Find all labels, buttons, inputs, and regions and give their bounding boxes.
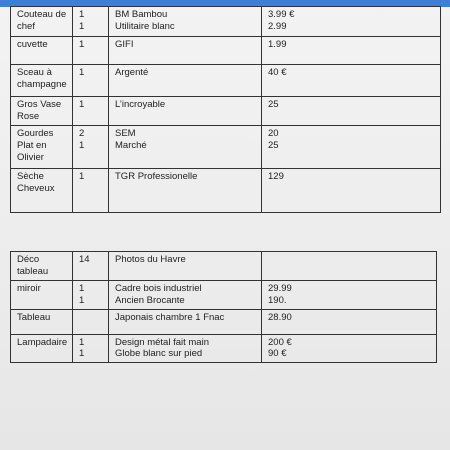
item-cell: Gourdes Plat en Olivier bbox=[11, 126, 73, 169]
item-cell: Gros Vase Rose bbox=[11, 97, 73, 126]
price-cell: 1.99 bbox=[262, 37, 441, 65]
table-row bbox=[11, 65, 441, 97]
price-cell: 29.99 190. bbox=[262, 280, 437, 309]
desc-cell: SEM Marché bbox=[109, 126, 262, 169]
desc-cell: Argenté bbox=[109, 65, 262, 97]
qty-cell: 1 1 bbox=[73, 334, 109, 363]
table-row bbox=[11, 169, 441, 213]
price-cell: 28.90 bbox=[262, 309, 437, 334]
qty-cell: 1 bbox=[73, 65, 109, 97]
table-row bbox=[11, 126, 441, 169]
qty-cell: 1 bbox=[73, 169, 109, 213]
item-cell: Déco tableau bbox=[11, 252, 73, 281]
desc-cell: GIFI bbox=[109, 37, 262, 65]
table-row bbox=[11, 309, 437, 334]
price-cell bbox=[262, 252, 437, 281]
qty-cell: 14 bbox=[73, 252, 109, 281]
price-cell: 3.99 € 2.99 bbox=[262, 7, 441, 37]
qty-cell: 1 1 bbox=[73, 7, 109, 37]
desc-cell: L’incroyable bbox=[109, 97, 262, 126]
item-cell: Tableau bbox=[11, 309, 73, 334]
desc-cell: Japonais chambre 1 Fnac bbox=[109, 309, 262, 334]
item-cell: cuvette bbox=[11, 37, 73, 65]
desc-cell: Photos du Havre bbox=[109, 252, 262, 281]
item-cell: Couteau de chef bbox=[11, 7, 73, 37]
item-cell: Sceau à champagne bbox=[11, 65, 73, 97]
qty-cell: 1 1 bbox=[73, 280, 109, 309]
table-row bbox=[11, 252, 437, 281]
table-row bbox=[11, 97, 441, 126]
desc-cell: TGR Professionelle bbox=[109, 169, 262, 213]
desc-cell: BM Bambou Utilitaire blanc bbox=[109, 7, 262, 37]
desc-cell: Cadre bois industriel Ancien Brocante bbox=[109, 280, 262, 309]
qty-cell: 1 bbox=[73, 37, 109, 65]
table-row bbox=[11, 37, 441, 65]
table-row bbox=[11, 334, 437, 363]
price-cell: 40 € bbox=[262, 65, 441, 97]
table-row bbox=[11, 280, 437, 309]
price-cell: 20 25 bbox=[262, 126, 441, 169]
price-cell: 129 bbox=[262, 169, 441, 213]
qty-cell bbox=[73, 309, 109, 334]
price-cell: 200 € 90 € bbox=[262, 334, 437, 363]
table-row bbox=[11, 7, 441, 37]
item-cell: Sèche Cheveux bbox=[11, 169, 73, 213]
inventory-table-1 bbox=[10, 6, 441, 213]
price-cell: 25 bbox=[262, 97, 441, 126]
qty-cell: 2 1 bbox=[73, 126, 109, 169]
inventory-table-2 bbox=[10, 251, 437, 363]
desc-cell: Design métal fait main Globe blanc sur pied bbox=[109, 334, 262, 363]
item-cell: Lampadaire bbox=[11, 334, 73, 363]
qty-cell: 1 bbox=[73, 97, 109, 126]
item-cell: miroir bbox=[11, 280, 73, 309]
